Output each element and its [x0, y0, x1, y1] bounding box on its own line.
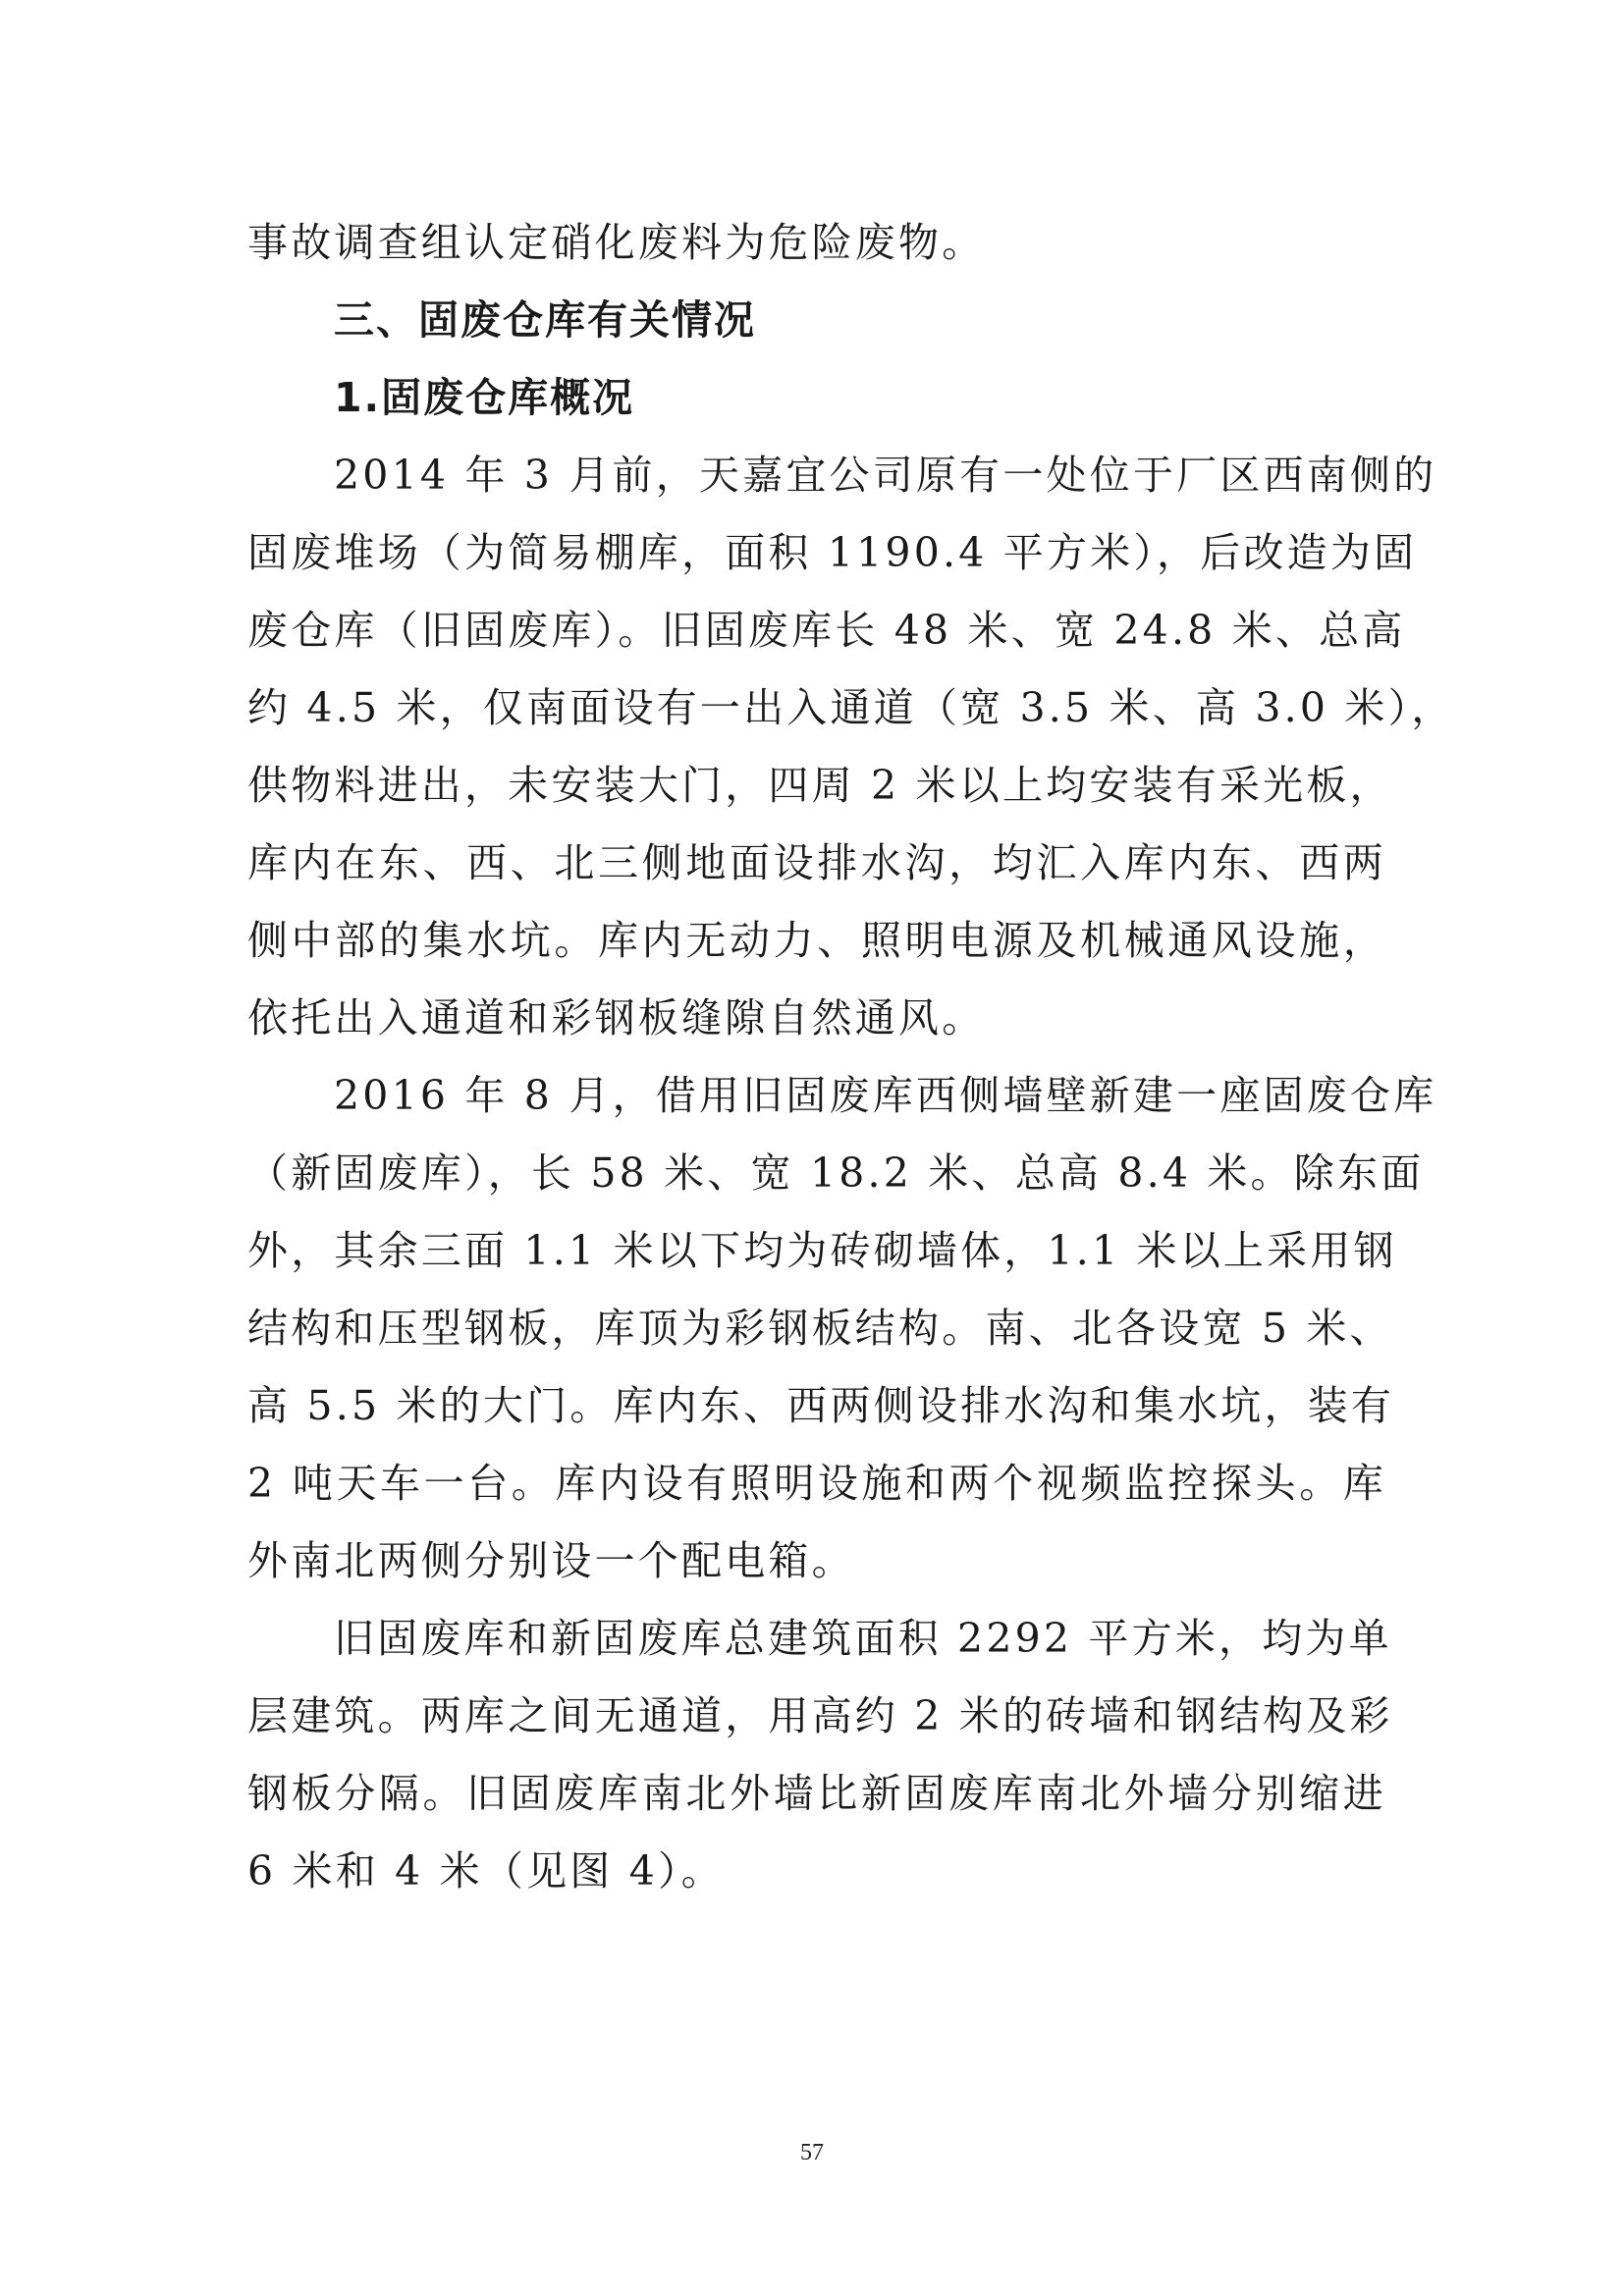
- body-line: 层建筑。两库之间无通道，用高约 2 米的砖墙和钢结构及彩: [247, 1692, 1393, 1739]
- body-line: 废仓库（旧固废库）。旧固废库长 48 米、宽 24.8 米、总高: [247, 607, 1406, 654]
- body-line: 事故调查组认定硝化废料为危险废物。: [247, 219, 986, 266]
- body-line: 侧中部的集水坑。库内无动力、照明电源及机械通风设施，: [247, 917, 1386, 964]
- paragraph-first-line: 旧固废库和新固废库总建筑面积 2292 平方米，均为单: [334, 1615, 1392, 1662]
- body-line: 6 米和 4 米（见图 4）。: [247, 1847, 725, 1895]
- body-line: 高 5.5 米的大门。库内东、西两侧设排水沟和集水坑，装有: [247, 1382, 1395, 1429]
- body-line: 外南北两侧分别设一个配电箱。: [247, 1537, 855, 1584]
- body-line: 2 吨天车一台。库内设有照明设施和两个视频监控探头。库: [247, 1460, 1386, 1507]
- subsection-heading: 1.固废仓库概况: [334, 374, 635, 421]
- body-line: 外，其余三面 1.1 米以下均为砖砌墙体，1.1 米以上采用钢: [247, 1227, 1397, 1274]
- body-line: 供物料进出，未安装大门，四周 2 米以上均安装有采光板，: [247, 762, 1393, 809]
- paragraph-first-line: 2016 年 8 月，借用旧固废库西侧墙壁新建一座固废仓库: [334, 1072, 1437, 1119]
- paragraph-first-line: 2014 年 3 月前，天嘉宜公司原有一处位于厂区西南侧的: [334, 452, 1437, 499]
- body-line: 库内在东、西、北三侧地面设排水沟，均汇入库内东、西两: [247, 839, 1386, 886]
- body-line: 依托出入通道和彩钢板缝隙自然通风。: [247, 994, 986, 1041]
- body-line: （新固废库），长 58 米、宽 18.2 米、总高 8.4 米。除东面: [247, 1149, 1425, 1197]
- document-body: [247, 204, 1455, 1910]
- body-line: 约 4.5 米，仅南面设有一出入通道（宽 3.5 米、高 3.0 米），: [247, 684, 1455, 731]
- section-heading: 三、固废仓库有关情况: [334, 296, 756, 344]
- body-line: 结构和压型钢板，库顶为彩钢板结构。南、北各设宽 5 米、: [247, 1305, 1393, 1352]
- body-line: 钢板分隔。旧固废库南北外墙比新固废库南北外墙分别缩进: [247, 1770, 1386, 1817]
- page-number: 57: [800, 2140, 824, 2165]
- body-line: 固废堆场（为简易棚库，面积 1190.4 平方米），后改造为固: [247, 529, 1418, 576]
